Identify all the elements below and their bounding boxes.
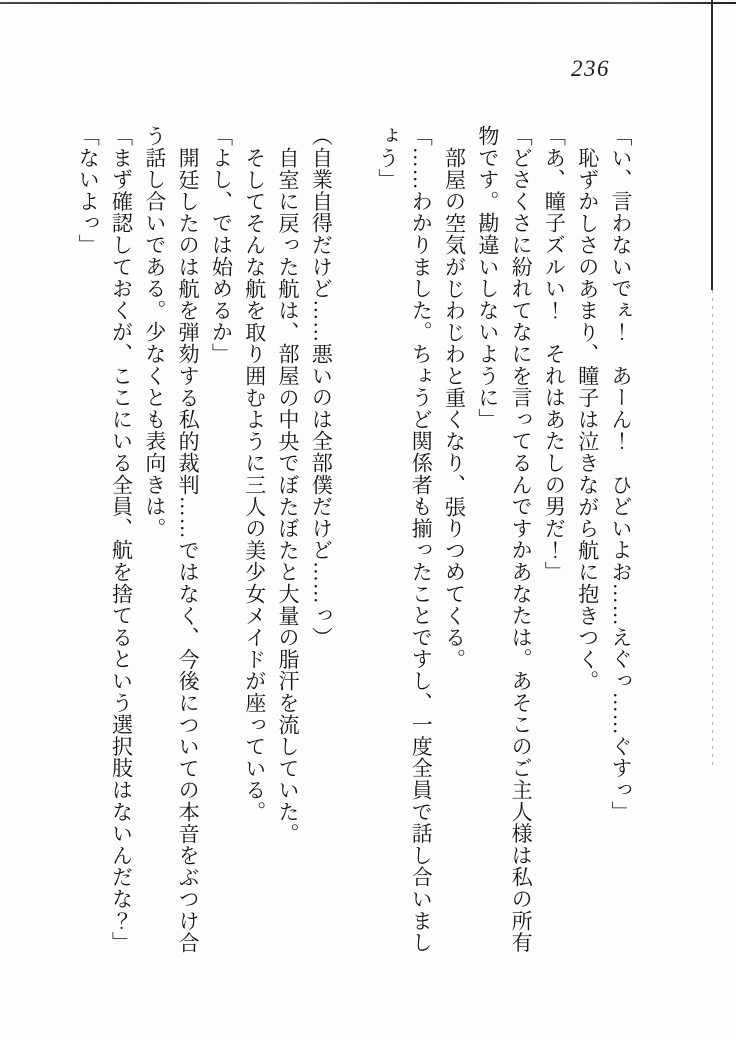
text-column-dialogue-4a: 「……わかりました。ちょうど関係者も揃ったことですし、一度全員で話し合いまし: [409, 125, 434, 954]
text-column-dialogue-1: 「い、言わないでぇ！ あーん！ ひどいよお……えぐっ……ぐすっ」: [609, 125, 633, 823]
right-border-line: [711, 0, 713, 290]
right-border-line-faint: [712, 290, 713, 770]
top-border-line: [0, 2, 736, 4]
text-column-dialogue-3a: 「どさくさに紛れてなにを言ってるんですかあなたは。あそこのご主人様は私の所有: [509, 125, 534, 954]
text-column-dialogue-5: 「よし、では始めるか」: [209, 125, 234, 365]
text-column-narration-2: 部屋の空気がじわじわと重くなり、張りつめてくる。: [442, 146, 467, 670]
text-column-dialogue-4b: ょう」: [375, 125, 400, 191]
vertical-text-block: [71, 125, 637, 957]
text-column-narration-1: 恥ずかしさのあまり、瞳子は泣きながら航に抱きつく。: [575, 146, 600, 692]
text-column-narration-5a: 開廷したのは航を弾劾する私的裁判……ではなく、今後についての本音をぶつけ合: [176, 146, 201, 954]
text-column-dialogue-6: 「まず確認しておくが、ここにいる全員、航を捨てるという選択肢はないんだな？」: [109, 125, 134, 954]
text-column-narration-4: そしてそんな航を取り囲むように三人の美少女メイドが座っている。: [242, 146, 267, 823]
text-column-blank: [337, 125, 370, 957]
text-column-dialogue-2: 「あ、瞳子ズルい！ それはあたしの男だ！」: [542, 125, 567, 583]
text-column-narration-5b: う話し合いである。少なくとも表向きは。: [142, 125, 167, 540]
page-number: 236: [571, 56, 610, 81]
text-column-narration-3: 自室に戻った航は、部屋の中央でぼたぼたと大量の脂汗を流していた。: [276, 146, 301, 845]
text-column-dialogue-3b: 物です。勘違いしないように」: [475, 125, 500, 431]
text-column-thought-1: （自業自得だけど……悪いのは全部僕だけど……っ）: [309, 125, 334, 649]
text-column-dialogue-7: 「ないよっ」: [76, 125, 101, 256]
